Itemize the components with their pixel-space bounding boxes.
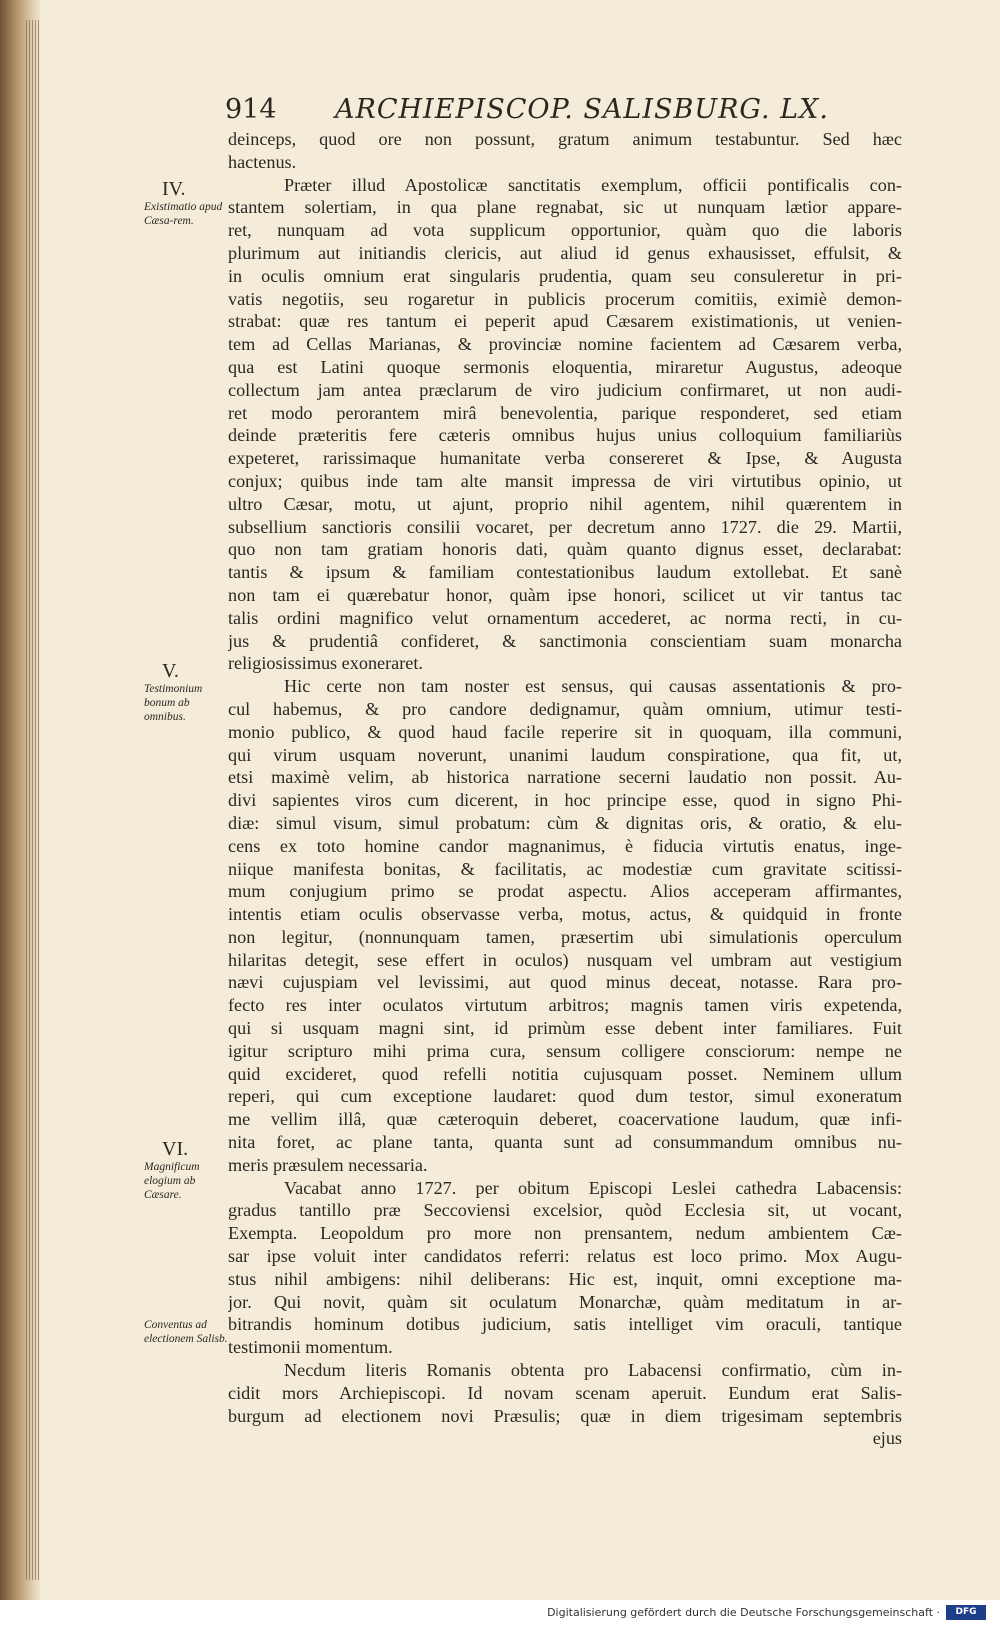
text-line: non legitur, (nonnunquam tamen, præsertim ubi simulationis operculum: [228, 926, 902, 947]
text-line: ret, nunquam ad vota supplicum opportunior, quàm quo die laboris: [228, 220, 902, 241]
text-line: meris præsulem necessaria.: [228, 1154, 428, 1175]
text-line: qui si usquam magni sint, id primùm esse debent inter familiares. Fuit: [228, 1018, 902, 1039]
text-line: bitrandis hominum dotibus judicium, satis intelliget vim oraculi, tantique: [228, 1314, 902, 1335]
text-line: strabat: quæ res tantum ei peperit apud Cæsarem existimationis, ut venien-: [228, 311, 902, 332]
text-line: in oculis omnium erat singularis prudentia, quam seu consuleretur in pri-: [228, 265, 902, 286]
text-line: deinceps, quod ore non possunt, gratum animum testabuntur. Sed hæc: [228, 129, 902, 149]
margin-note-number: VI.: [162, 1138, 189, 1160]
text-line: talis ordini magnifico velut ornamentum accederet, ac norma recti, in cu-: [228, 607, 902, 628]
text-line: hactenus.: [228, 151, 297, 172]
text-line: gradus tantillo præ Seccoviensi excelsior, quòd Ecclesia sit, ut vocant,: [228, 1200, 902, 1221]
text-line: cul habemus, & pro candore dedignamur, quàm omnium, utimur testi-: [228, 698, 902, 719]
text-line: igitur scripturo mihi prima cura, sensum colligere consciorum: nempe ne: [228, 1040, 902, 1061]
text-line: etsi maximè velim, ab historica narratione secerni laudatio non possit. Au-: [228, 767, 902, 788]
text-line: tantis & ipsum & familiam contestationibus laudum extollebat. Et sanè: [228, 562, 902, 583]
text-line: nævi cujuspiam vel levissimi, aut quod minus deceat, notasse. Rara pro-: [228, 972, 902, 993]
text-line: sar ipse voluit inter candidatos referri: relatus est loco primo. Mox Augu-: [228, 1246, 902, 1267]
text-line: burgum ad electionem novi Præsulis; quæ in diem trigesimam septembris: [228, 1405, 902, 1426]
text-line: tem ad Cellas Marianas, & provinciæ nomine facientem ad Cæsarem verba,: [228, 334, 902, 355]
text-line: religiosissimus exoneraret.: [228, 653, 423, 674]
margin-note-text: Conventus ad electionem Salisb.: [144, 1319, 228, 1345]
text-line: qua est Latini quoque sermonis eloquentia, miraretur Augustus, adeoque: [228, 356, 902, 377]
text-line: monio publico, & quod haud facile reperire sit in quoquam, illa communi,: [228, 721, 902, 742]
text-line: cidit mors Archiepiscopi. Id novam scenam aperuit. Eundum erat Salis-: [228, 1382, 902, 1403]
text-line: cens ex toto homine candor magnanimus, è fiducia virtutis enatus, inge-: [228, 835, 902, 856]
text-line: Necdum literis Romanis obtenta pro Labacensi confirmatio, cùm in-: [284, 1360, 902, 1381]
margin-note-number: IV.: [162, 178, 186, 200]
digitization-footer: [0, 1600, 1000, 1626]
text-line: fecto res inter oculatos virtutum arbitros; magnis tamen viris expetenda,: [228, 995, 902, 1016]
text-line: testimonii momentum.: [228, 1337, 393, 1358]
page-number: 914: [225, 94, 277, 125]
text-line: collectum jam antea præclarum de viro judicium confirmaret, ut non audi-: [228, 379, 902, 400]
text-line: hilaritas detegit, sese effert in oculos) nusquam vel umbram aut vestigium: [228, 949, 902, 970]
footer-credit: Digitalisierung gefördert durch die Deutsche Forschungsgemeinschaft ·: [547, 1606, 940, 1619]
text-line: expeteret, rarissimaque humanitate verba consereret & Ipse, & Augusta: [228, 448, 902, 469]
text-line: subsellium sanctioris consilii vocaret, per decretum anno 1727. die 29. Martii,: [228, 516, 902, 537]
text-line: niique manifesta bonitas, & facilitatis, ac modestiæ cum gravitate scitissi-: [228, 858, 902, 879]
margin-note-text: Magnificum elogium ab Cæsare.: [144, 1161, 200, 1201]
text-line: mum conjugium primo se prodat aspectu. Alios acceperam affirmantes,: [228, 881, 902, 902]
text-line: stus nihil ambigens: nihil deliberans: Hic est, inquit, omni exceptione ma-: [228, 1268, 902, 1289]
text-line: non tam ei quærebatur honor, quàm ipse honori, scilicet ut vir tantus tac: [228, 584, 902, 605]
text-line: jus & prudentiâ confideret, & sanctimonia conscientiam suam monarcha: [228, 630, 902, 651]
text-line: Præter illud Apostolicæ sanctitatis exemplum, officii pontificalis con-: [284, 174, 902, 195]
text-line: diæ: simul visum, simul probatum: cùm & dignitas oris, & oratio, & elu-: [228, 812, 902, 833]
text-line: me vellim illâ, quæ cæteroquin deberet, coacervatione laudum, quæ infi-: [228, 1109, 902, 1130]
margin-note-text: Testimonium bonum ab omnibus.: [144, 683, 203, 723]
text-line: plurimum aut initiandis clericis, aut aliud id genus exhausisset, effulsit, &: [228, 242, 902, 263]
margin-note-iv: [144, 178, 228, 228]
margin-note-text: Existimatio apud Cæsa-rem.: [144, 201, 223, 227]
margin-note-number: V.: [162, 660, 179, 682]
text-line: divi sapientes viros cum dicerent, in hoc principe esse, quod in signo Phi-: [228, 790, 902, 811]
text-line: conjux; quibus inde tam alte mansit impressa de viri virtutibus opinio, ut: [228, 470, 902, 491]
text-line: deinde præteritis fere cæteris omnibus hujus unius colloquium familiariùs: [228, 425, 902, 446]
text-line: vatis negotiis, seu rogaretur in publicis procerum comitiis, eximiè demon-: [228, 288, 902, 309]
text-line: reperi, qui cum exceptione laudaret: quod dum testor, simul exoneratum: [228, 1086, 902, 1107]
dfg-logo-icon: DFG: [946, 1605, 986, 1620]
body-text: [228, 128, 902, 1450]
text-line: Vacabat anno 1727. per obitum Episcopi Leslei cathedra Labacensis:: [284, 1177, 902, 1198]
text-line: quid excideret, quod refelli notitia cujusquam posset. Neminem ullum: [228, 1063, 902, 1084]
text-line: Exempta. Leopoldum pro more non prensantem, nedum ambientem Cæ-: [228, 1223, 902, 1244]
text-line: jor. Qui novit, quàm sit oculatum Monarchæ, quàm meditatum in ar-: [228, 1291, 902, 1312]
text-line: nita foret, ac plane tanta, quanta sunt ad consummandum omnibus nu-: [228, 1132, 902, 1153]
catchword: ejus: [872, 1428, 902, 1449]
running-head: ARCHIEPISCOP. SALISBURG. LX.: [335, 94, 829, 125]
text-line: quo non tam gratiam honoris dati, quàm quanto dignus esset, declarabat:: [228, 539, 902, 560]
text-line: qui virum usquam noverunt, unanimi laudum conspiratione, qua fit, ut,: [228, 744, 902, 765]
text-line: ret modo perorantem mirâ benevolentia, parique responderet, sed etiam: [228, 402, 902, 423]
margin-note-v: [144, 660, 228, 724]
page-edges: [26, 20, 40, 1580]
text-line: Hic certe non tam noster est sensus, qui causas assentationis & pro-: [284, 676, 902, 697]
page-header: [225, 94, 905, 130]
text-line: stantem solertiam, in qua plane regnabat, sic ut nunquam lætior appare-: [228, 197, 902, 218]
text-line: intentis etiam oculis observasse verba, motus, actus, & quidquid in fronte: [228, 904, 902, 925]
margin-note-conventus: [144, 1318, 228, 1346]
text-line: ultro Cæsar, motu, ut ajunt, proprio nihil agentem, nihil quærentem in: [228, 493, 902, 514]
margin-note-vi: [144, 1138, 228, 1202]
